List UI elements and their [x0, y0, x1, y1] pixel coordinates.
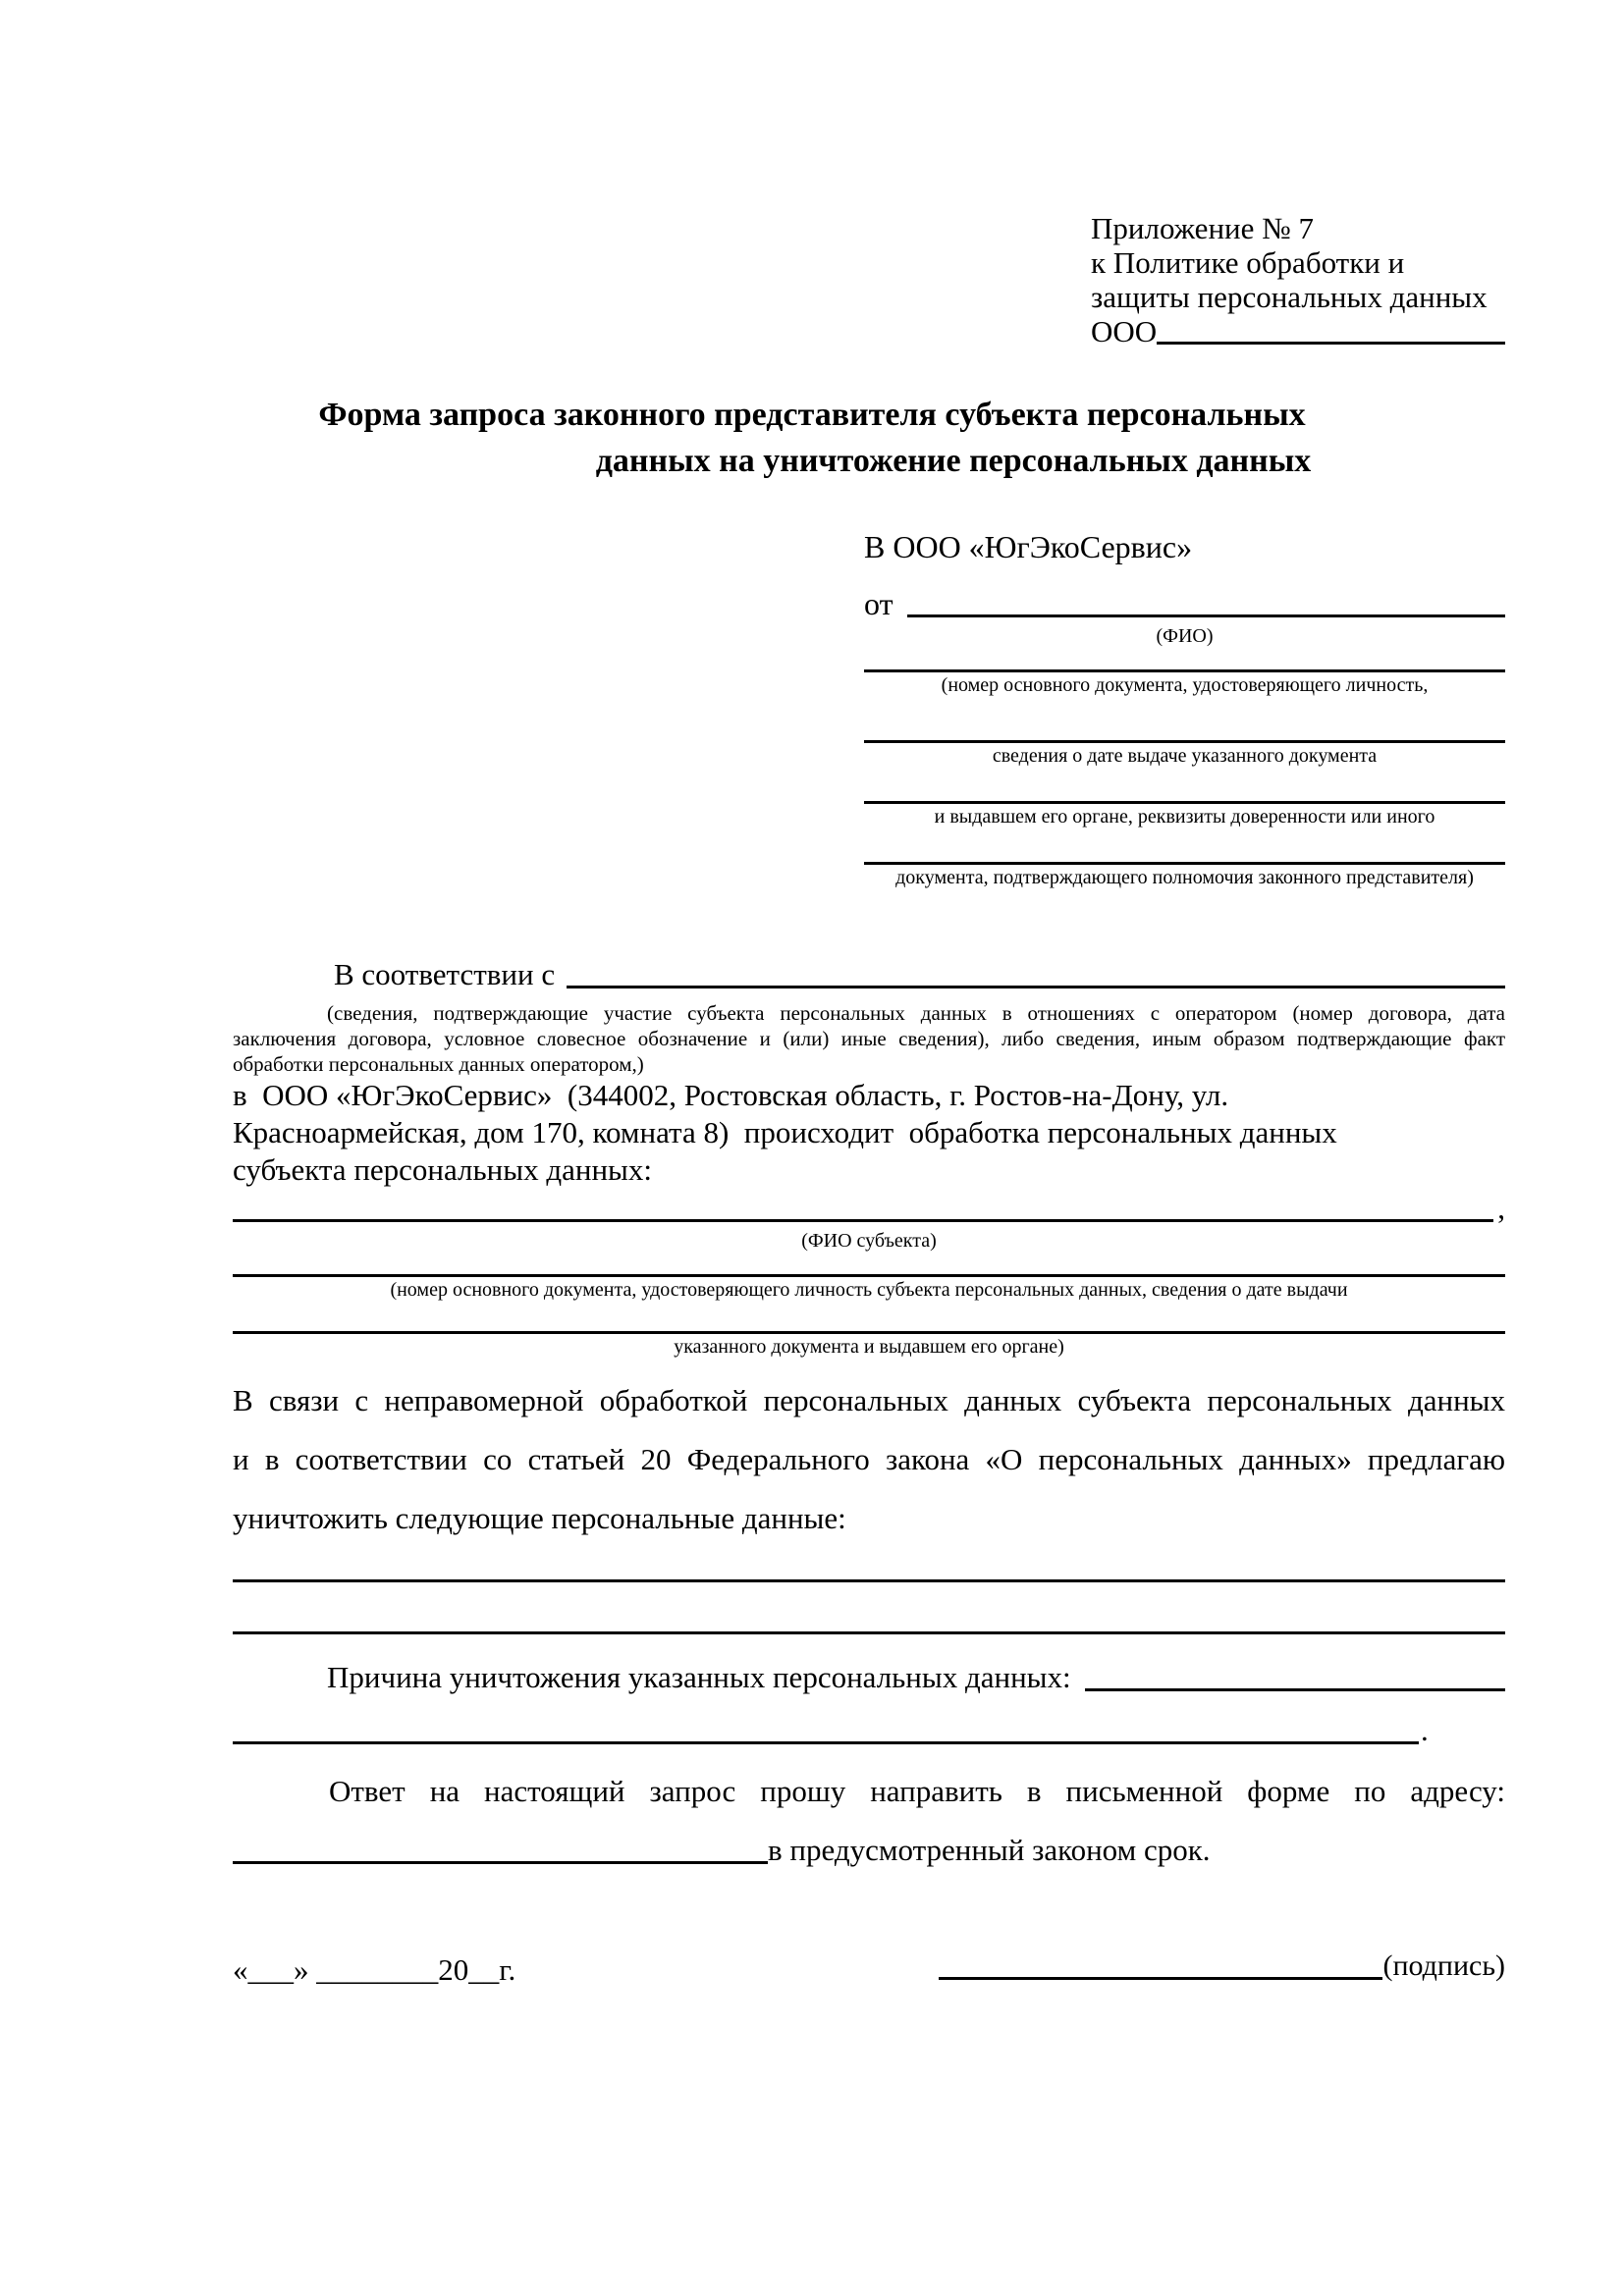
data-to-destroy-blank-field-1	[233, 1560, 1505, 1582]
response-address-row	[233, 1831, 1505, 1870]
subject-fio-blank-field	[233, 1189, 1493, 1222]
subject-fio-caption: (ФИО субъекта)	[801, 1230, 937, 1252]
subject-doc-caption-2: указанного документа и выдавшем его органе)	[674, 1336, 1064, 1358]
authority-doc-caption: документа, подтверждающего полномочия законного представителя)	[895, 867, 1474, 888]
from-row	[864, 584, 1505, 623]
fine-print-line1: (сведения, подтверждающие участие субъекта персональных данных в отношениях с оператором (номер договора, дата	[327, 1001, 1505, 1025]
applicant-fio-blank-field	[907, 584, 1505, 617]
addressee-to: В ООО «ЮгЭкоСервис»	[864, 529, 1193, 564]
signature-caption: (подпись)	[1382, 1949, 1505, 1982]
date-field: «___» ________20__г.	[233, 1952, 516, 1987]
accordance-lead: В соответствии с	[334, 957, 556, 991]
addressee-block	[864, 527, 1505, 888]
form-title-line1: Форма запроса законного представителя субъекта персональных	[318, 397, 1306, 433]
doc-issue-date-caption: сведения о дате выдаче указанного документа	[992, 745, 1378, 767]
reason-blank-field	[1085, 1658, 1505, 1691]
signature-blank-field	[939, 1947, 1382, 1980]
response-line2-tail: в предусмотренный законом срок.	[768, 1833, 1211, 1867]
operator-line1: в ООО «ЮгЭкоСервис» (344002, Ростовская область, г. Ростов-на-Дону, ул.	[233, 1078, 1229, 1112]
operator-line3: субъекта персональных данных:	[233, 1152, 652, 1187]
accordance-blank-field	[567, 955, 1505, 988]
company-name-blank-field	[1157, 314, 1505, 345]
operator-line2: Красноармейская, дом 170, комната 8) происходит обработка персональных данных	[233, 1115, 1337, 1149]
trailing-period: .	[1421, 1713, 1429, 1747]
appendix-reference-block	[1091, 211, 1505, 348]
response-line1: Ответ на настоящий запрос прошу направить в письменной форме по адресу:	[329, 1774, 1505, 1808]
from-label: от	[864, 586, 893, 621]
request-line2: и в соответствии со статьей 20 Федерального закона «О персональных данных» предлагаю	[233, 1442, 1505, 1476]
signature-area	[939, 1947, 1505, 1986]
fine-print-line2: заключения договора, условное словесное обозначение и (или) иные сведения), либо сведения, иным образом подтверждающие факт	[233, 1027, 1505, 1050]
accordance-fine-print	[233, 1000, 1505, 1077]
appendix-policy-line1: к Политике обработки и	[1091, 245, 1405, 280]
company-name-row	[1091, 314, 1505, 348]
subject-fio-row	[233, 1189, 1505, 1228]
reason-label: Причина уничтожения указанных персональных данных:	[327, 1660, 1071, 1694]
reason-row	[233, 1658, 1505, 1697]
operator-paragraph	[233, 1077, 1505, 1189]
form-title-line2: данных на уничтожение персональных данных	[595, 443, 1312, 479]
doc-issue-date-blank-field	[864, 696, 1505, 743]
request-line1: В связи с неправомерной обработкой персональных данных субъекта персональных данных	[233, 1383, 1505, 1417]
appendix-policy-line2: защиты персональных данных	[1091, 280, 1488, 314]
footer-row	[233, 1947, 1505, 1990]
subject-doc-blank-field-2	[233, 1301, 1505, 1334]
reason-continuation-blank-field	[233, 1711, 1419, 1744]
doc-number-caption: (номер основного документа, удостоверяющего личность,	[941, 674, 1429, 696]
request-paragraph	[233, 1371, 1505, 1548]
subject-doc-blank-field-1	[233, 1252, 1505, 1277]
reason-continuation-row	[233, 1711, 1505, 1750]
doc-number-blank-field	[864, 647, 1505, 672]
response-address-blank-field	[233, 1831, 768, 1864]
fio-caption: (ФИО)	[1156, 625, 1214, 647]
doc-issuer-caption: и выдавшем его органе, реквизиты доверенности или иного	[934, 806, 1435, 828]
ooo-prefix: ООО	[1091, 314, 1158, 348]
request-line3: уничтожить следующие персональные данные:	[233, 1501, 846, 1535]
trailing-comma: ,	[1497, 1191, 1505, 1225]
authority-doc-blank-field	[864, 828, 1505, 865]
fine-print-line3: обработки персональных данных оператором,)	[233, 1052, 644, 1076]
appendix-number: Приложение № 7	[1091, 211, 1314, 245]
doc-issuer-blank-field	[864, 767, 1505, 804]
subject-doc-caption-1: (номер основного документа, удостоверяющего личность субъекта персональных данных, сведения о дате выдачи	[390, 1279, 1348, 1301]
form-title	[233, 392, 1505, 484]
data-to-destroy-blank-field-2	[233, 1582, 1505, 1634]
accordance-row	[233, 955, 1505, 994]
